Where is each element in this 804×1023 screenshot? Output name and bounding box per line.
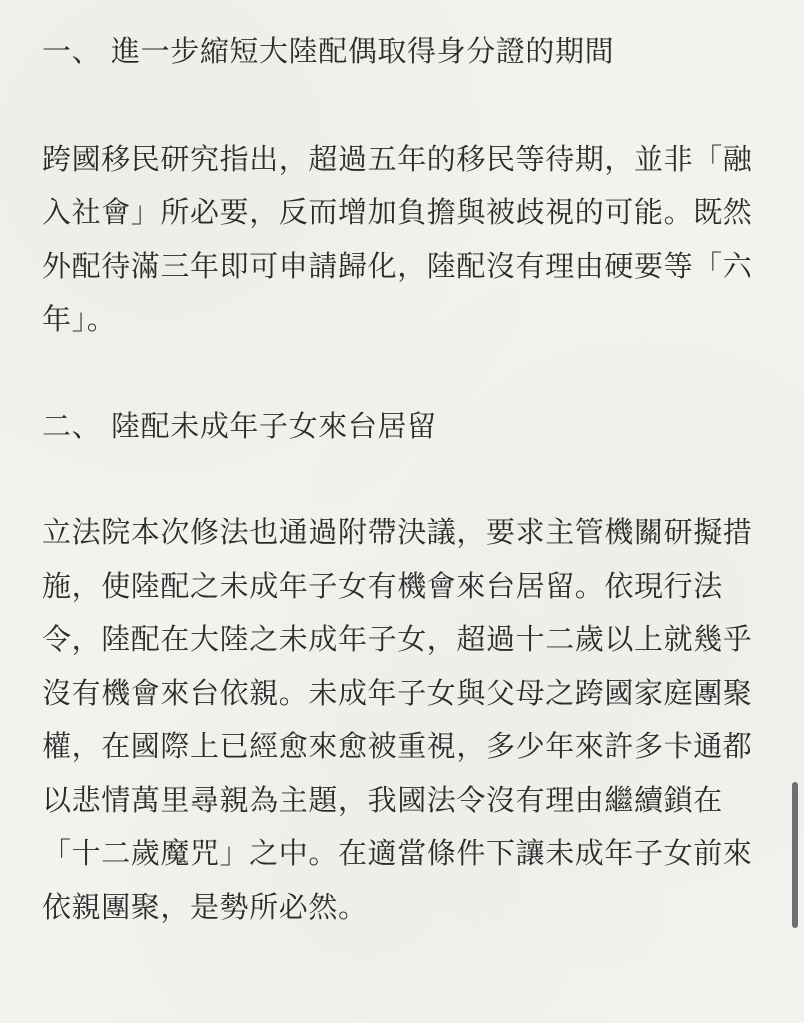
section-heading-2: 二、 陸配未成年子女來台居留: [42, 408, 437, 443]
article-content: [42, 0, 764, 934]
section-paragraph-1: 跨國移民研究指出，超過五年的移民等待期，並非「融入社會」所必要，反而增加負擔與被歧視的可能。既然外配待滿三年即可申請歸化，陸配沒有理由硬要等「六年」。: [42, 141, 753, 336]
section-heading-1: 一、 進一步縮短大陸配偶取得身分證的期間: [42, 34, 615, 68]
scrollbar-thumb[interactable]: [792, 782, 798, 928]
section-paragraph-2: 立法院本次修法也通過附帶決議，要求主管機關研擬措施，使陸配之未成年子女有機會來台居留。依現行法令，陸配在大陸之未成年子女，超過十二歲以上就幾乎沒有機會來台依親。未成年子女與父母之跨國家庭團聚權，在國際上已經愈來愈被重視，多少年來許多卡通都以悲情萬里尋親為主題，我國法令沒有理由繼續鎖在「十二歲魔咒」之中。在適當條件下讓未成年子女前來依親團聚，是勢所必然。: [42, 515, 753, 924]
